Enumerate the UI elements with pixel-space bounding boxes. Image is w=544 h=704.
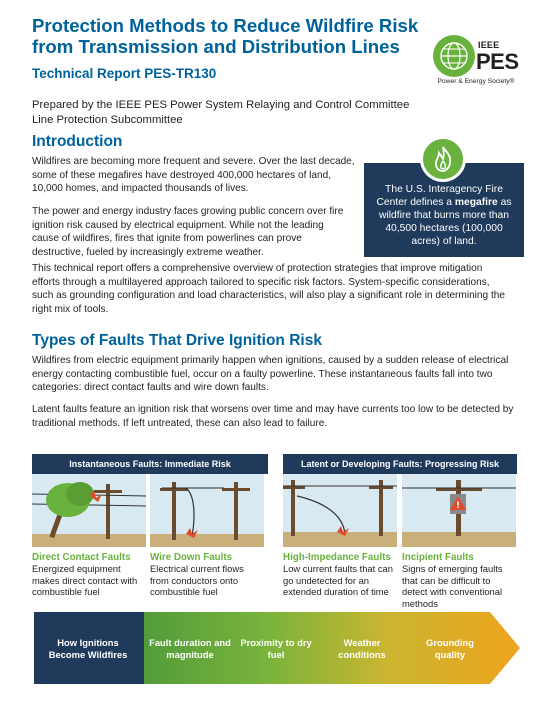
flow-step-2: Fault duration and magnitude: [149, 637, 231, 660]
callout-text-before: The U.S. Interagency Fire Center defines a: [376, 184, 503, 208]
faults-paragraph-2: Latent faults feature an ignition risk that worsens over time and may have currents too low to be detected by traditional methods. If left untreated, these can also lead to failure.: [32, 404, 514, 429]
report-number: Technical Report PES-TR130: [32, 66, 217, 81]
callout-text-after: as wildfire that burns more than 40,500 hectares (100,000 acres) of land.: [379, 197, 512, 247]
intro-paragraph-3: This technical report offers a comprehensive overview of protection strategies that improve mitigation efforts through a multilayered approach tailored to specific risk factors. System-specific considerations, such as grounding configuration and load characteristics, will also play a significant role in determining the right mix of tools.: [32, 263, 505, 315]
band-latent: Latent or Developing Faults: Progressing Risk: [283, 454, 517, 474]
prepared-by-line2: Line Protection Subcommittee: [32, 114, 183, 126]
svg-text:!: !: [455, 501, 461, 511]
fault-1-title: Direct Contact Faults: [32, 552, 131, 563]
flow-step-1: How Ignitions Become Wildfires: [48, 637, 128, 660]
incipient-icon: [402, 474, 516, 547]
flow-step-4: Weather conditions: [338, 637, 386, 660]
high-impedance-icon: [283, 474, 397, 547]
intro-heading: Introduction: [32, 133, 123, 150]
faults-paragraph-1: Wildfires from electric equipment primarily happen when ignitions, caused by a sudden release of electrical energy contacting combustible fuel, occur on a faulty powerline. These instantaneous faults fall into two categories: direct contact faults and wire down faults.: [32, 355, 509, 394]
fault-3-body: Low current faults that can go undetected for an extended duration of time: [283, 563, 393, 598]
tree-contact-icon: [32, 474, 146, 547]
page-title: Protection Methods to Reduce Wildfire Risk from Transmission and Distribution Lines: [32, 15, 419, 57]
intro-paragraph-2: The power and energy industry faces growing public concern over fire ignition risk caused by electrical equipment. While not the leading cause of wildfires, fires that ignite from powerlines can prove destructive, fueled by increasingly extreme weather.: [32, 206, 344, 258]
wire-down-icon: [150, 474, 264, 547]
fault-2-body: Electrical current flows from conductors onto combustible fuel: [150, 563, 244, 598]
flow-step-5: Grounding quality: [426, 637, 474, 660]
faults-heading: Types of Faults That Drive Ignition Risk: [32, 332, 322, 349]
fault-2-title: Wire Down Faults: [150, 552, 233, 563]
logo-tagline: Power & Energy Society®: [437, 78, 515, 85]
fault-3-title: High-Impedance Faults: [283, 552, 391, 563]
callout-emphasis: megafire: [454, 197, 498, 208]
intro-paragraph-1: Wildfires are becoming more frequent and severe. Over the last decade, some of these megafires have destroyed 400,000 hectares of land, 10,000 homes, and impacted thousands of lives.: [32, 156, 355, 195]
flow-step-3: Proximity to dry fuel: [240, 637, 312, 660]
logo-pes: PES: [476, 49, 519, 74]
flame-icon: [420, 136, 466, 182]
band-instantaneous: Instantaneous Faults: Immediate Risk: [32, 454, 268, 474]
fault-4-title: Incipient Faults: [402, 552, 474, 563]
prepared-by: [32, 98, 409, 128]
fault-1-body: Energized equipment makes direct contact with combustible fuel: [32, 563, 138, 598]
prepared-by-line1: Prepared by the IEEE PES Power System Relaying and Control Committee: [32, 99, 410, 111]
fault-4-body: Signs of emerging faults that can be difficult to detect with conventional methods: [402, 563, 503, 609]
logo-ieee: IEEE: [478, 40, 500, 50]
